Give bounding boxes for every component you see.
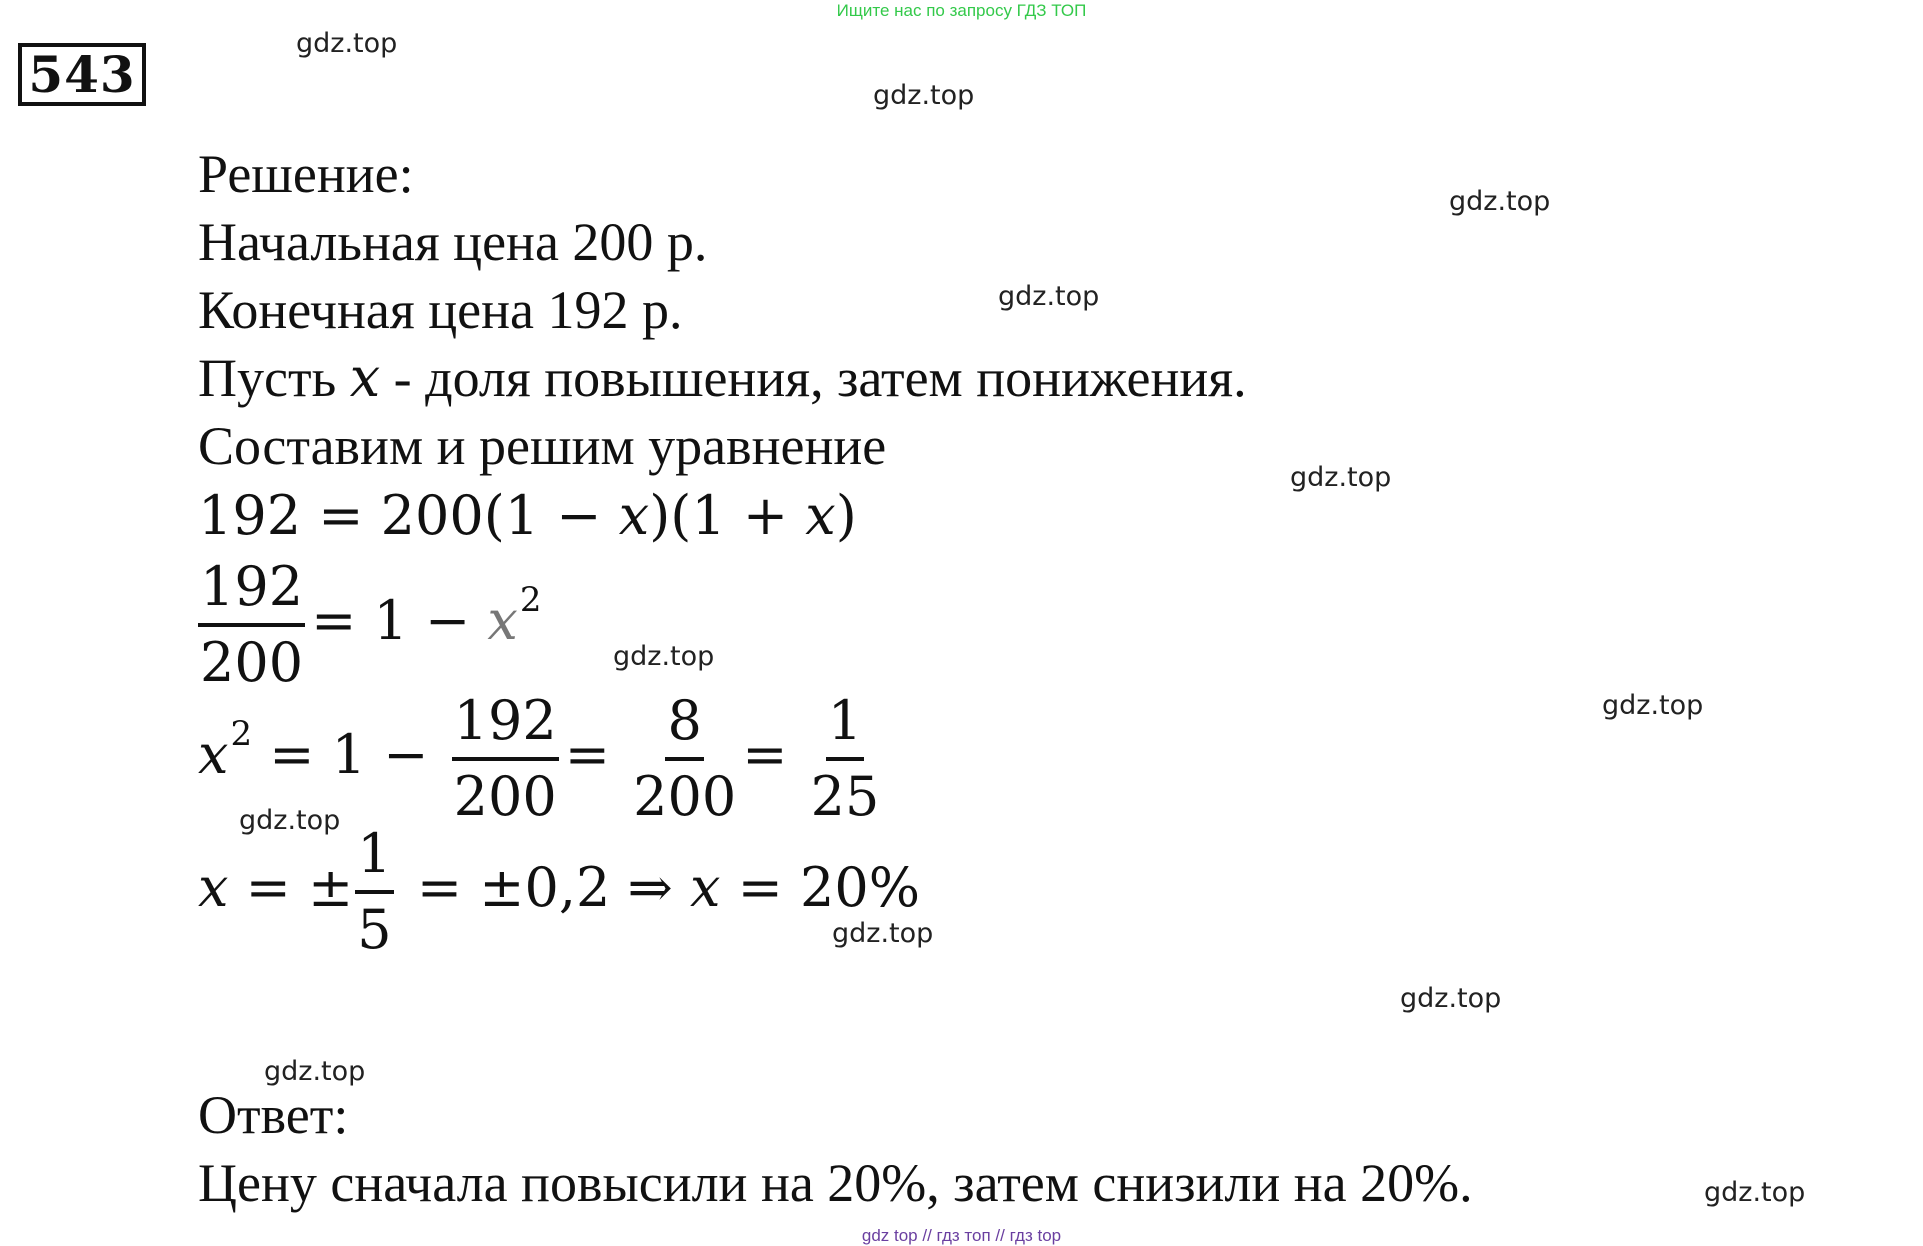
let-prefix: Пусть: [198, 348, 337, 408]
watermark: gdz.top: [239, 805, 341, 836]
eq3-f2-numerator: 8: [665, 685, 703, 761]
eq3-f2-denominator: 200: [633, 765, 737, 828]
eq3-equals-2: =: [742, 723, 788, 786]
equation-1: [198, 486, 857, 546]
eq3-f1-numerator: 192: [452, 685, 559, 761]
eq2-fraction: [198, 551, 305, 699]
eq3-exponent: 2: [230, 714, 253, 754]
eq3-x: x: [198, 723, 229, 786]
watermark: gdz.top: [1602, 690, 1704, 721]
equation-3: [198, 685, 885, 833]
watermark: gdz.top: [998, 281, 1100, 312]
eq1-mid: )(1 +: [649, 484, 806, 547]
eq1-left: 192 = 200(1 −: [198, 484, 619, 547]
answer-label: Ответ:: [198, 1085, 349, 1145]
eq4-x2: x: [689, 856, 721, 919]
eq3-equals-1: =: [564, 723, 610, 786]
eq1-right: ): [835, 484, 857, 547]
footer-link-1[interactable]: gdz top: [861, 1226, 918, 1245]
eq3-fraction-2: [633, 685, 736, 833]
eq3-fraction-1: [452, 685, 559, 833]
footer-separator: //: [995, 1226, 1005, 1245]
eq2-x: x: [487, 589, 518, 652]
eq3-fraction-3: [811, 685, 880, 833]
eq2-numerator: 192: [198, 551, 305, 627]
eq4-x: x: [198, 856, 229, 919]
eq4-numerator: 1: [355, 818, 393, 894]
watermark: gdz.top: [296, 28, 398, 59]
eq3-f3-numerator: 1: [826, 685, 864, 761]
eq4-rest: = ±0,2 ⇒: [399, 856, 690, 919]
footer-links: [0, 1226, 1923, 1246]
watermark: gdz.top: [613, 641, 715, 672]
eq3-mid: = 1 −: [252, 723, 446, 786]
footer-link-2[interactable]: гдз топ: [936, 1226, 991, 1245]
solution-label: Решение:: [198, 144, 414, 204]
eq1-x1: x: [618, 484, 650, 547]
watermark: gdz.top: [1400, 983, 1502, 1014]
eq1-x2: x: [805, 484, 836, 547]
eq2-rhs: = 1 −: [311, 589, 488, 652]
top-banner: Ищите нас по запросу ГДЗ ТОП: [836, 1, 1087, 20]
watermark: gdz.top: [1290, 462, 1392, 493]
eq2-exponent: 2: [519, 580, 542, 620]
problem-number: 543: [18, 43, 146, 106]
start-price-line: Начальная цена 200 р.: [198, 212, 708, 272]
watermark: gdz.top: [264, 1056, 366, 1087]
watermark: gdz.top: [1449, 186, 1551, 217]
eq2-denominator: 200: [200, 631, 304, 694]
eq3-f1-denominator: 200: [453, 765, 557, 828]
equation-4: [198, 818, 920, 966]
eq4-fraction: [355, 818, 393, 966]
let-suffix: - доля повышения, затем понижения.: [393, 348, 1247, 408]
let-line: [198, 348, 1247, 408]
compose-line: Составим и решим уравнение: [198, 416, 887, 476]
equation-2: [192, 551, 542, 699]
eq4-end: = 20%: [720, 856, 921, 919]
watermark: gdz.top: [1704, 1177, 1806, 1208]
answer-text: Цену сначала повысили на 20%, затем снизили на 20%.: [198, 1153, 1473, 1213]
variable-x: x: [349, 346, 381, 409]
watermark: gdz.top: [873, 80, 975, 111]
end-price-line: Конечная цена 192 р.: [198, 280, 683, 340]
footer-separator: //: [922, 1226, 932, 1245]
footer-link-3[interactable]: гдз top: [1009, 1226, 1062, 1245]
watermark: gdz.top: [832, 918, 934, 949]
eq3-f3-denominator: 25: [810, 765, 880, 828]
eq4-denominator: 5: [357, 898, 392, 961]
eq4-plus-minus: = ±: [228, 856, 354, 919]
